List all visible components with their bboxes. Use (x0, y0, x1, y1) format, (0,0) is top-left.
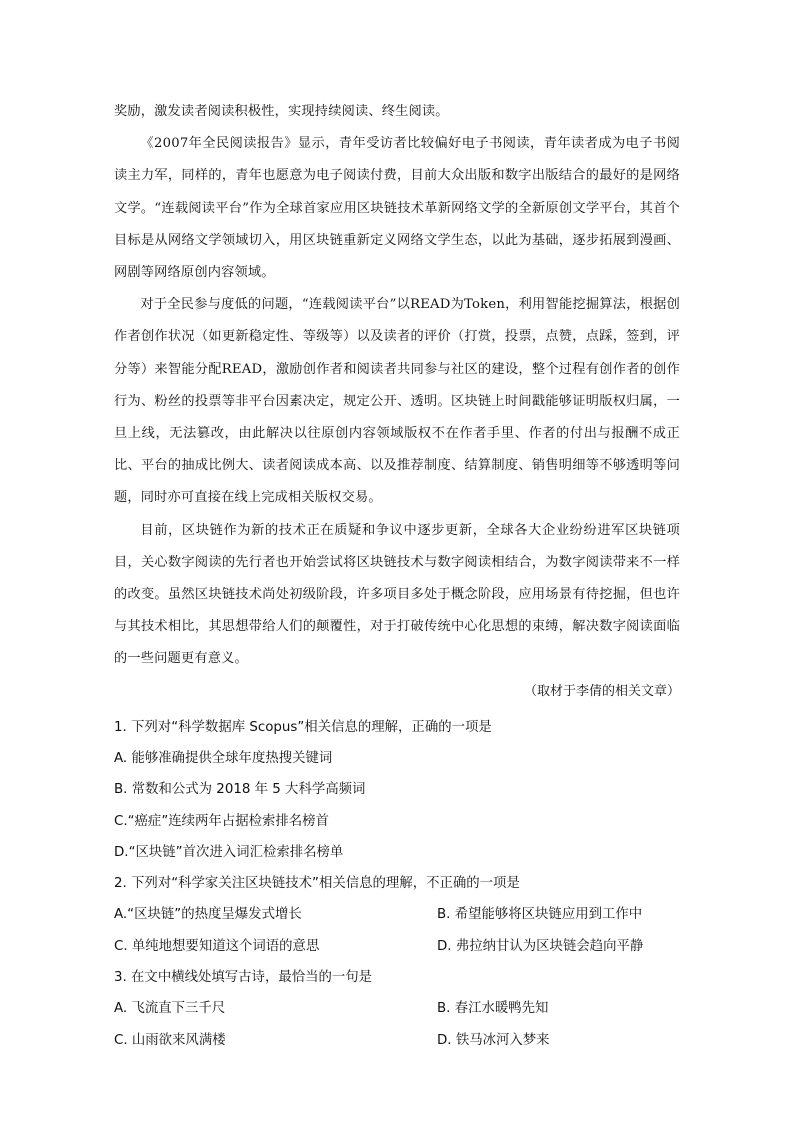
document-page (114, 96, 680, 1056)
option-d[interactable]: D.“区块链”首次进入词汇检索排名榜单 (114, 844, 344, 860)
option-a[interactable]: A. 能够准确提供全球年度热搜关键词 (114, 750, 333, 766)
option-b[interactable]: B. 希望能够将区块链应用到工作中 (437, 907, 643, 923)
option-row (114, 931, 680, 962)
passage-paragraph: 对于全民参与度低的问题，“连载阅读平台”以READ为Token，利用智能挖掘算法，根据创作者创作状况（如更新稳定性、等级等）以及读者的评价（打赏，投票，点赞，点踩，签到，评分等）来智能分配READ，激励创作者和阅读者共同参与社区的建设，整个过程有创作者的创作行为、粉丝的投票等非平台因素决定，规定公开、透明。区块链上时间戳能够证明版权归属，一旦上线，无法篡改，由此解决以往原创内容领域版权不在作者手里、作者的付出与报酬不成正比、平台的抽成比例大、读者阅读成本高、以及推荐制度、结算制度、销售明细等不够透明等问题，同时亦可直接在线上完成相关版权交易。 (114, 297, 680, 506)
option-a[interactable]: A.“区块链”的热度呈爆发式增长 (114, 907, 302, 923)
reading-passage (114, 96, 680, 706)
passage-source: （取材于李倩的相关文章） (523, 683, 680, 699)
question-list (114, 712, 680, 1056)
option-row (114, 1025, 680, 1056)
question-1 (114, 712, 680, 868)
question-stem: 2. 下列对“科学家关注区块链技术”相关信息的理解，不正确的一项是 (114, 876, 520, 892)
passage-paragraph: 《2007年全民阅读报告》显示，青年受访者比较偏好电子书阅读，青年读者成为电子书阅读主力军，同样的，青年也愿意为电子阅读付费，目前大众出版和数字出版结合的最好的是网络文学。“连载阅读平台”作为全球首家应用区块链技术革新网络文学的全新原创文学平台，其首个目标是从网络文学领域切入，用区块链重新定义网络文学生态，以此为基础，逐步拓展到漫画、网剧等网络原创内容领域。 (114, 136, 680, 281)
option-row (114, 899, 680, 930)
question-stem: 1. 下列对“科学数据库 Scopus”相关信息的理解，正确的一项是 (114, 719, 492, 735)
passage-paragraph: 目前，区块链作为新的技术正在质疑和争议中逐步更新，全球各大企业纷纷进军区块链项目，关心数字阅读的先行者也开始尝试将区块链技术与数字阅读相结合，为数字阅读带来不一样的改变。虽然区块链技术尚处初级阶段，许多项目多处于概念阶段，应用场景有待挖掘，但也许与其技术相比，其思想带给人们的颠覆性，对于打破传统中心化思想的束缚，解决数字阅读面临的一些问题更有意义。 (114, 522, 680, 667)
option-row (114, 993, 680, 1024)
option-a[interactable]: A. 飞流直下三千尺 (114, 1001, 226, 1017)
option-c[interactable]: C.“癌症”连续两年占据检索排名榜首 (114, 813, 329, 829)
option-b[interactable]: B. 常数和公式为 2018 年 5 大科学高频词 (114, 782, 366, 798)
question-2 (114, 868, 680, 962)
option-d[interactable]: D. 弗拉纳甘认为区块链会趋向平静 (437, 938, 644, 954)
option-c[interactable]: C. 单纯地想要知道这个词语的意思 (114, 938, 320, 954)
option-d[interactable]: D. 铁马冰河入梦来 (437, 1032, 550, 1048)
option-c[interactable]: C. 山雨欲来风满楼 (114, 1032, 226, 1048)
option-b[interactable]: B. 春江水暖鸭先知 (437, 1001, 549, 1017)
question-3 (114, 962, 680, 1056)
passage-paragraph: 奖励，激发读者阅读积极性，实现持续阅读、终生阅读。 (114, 104, 449, 119)
question-stem: 3. 在文中横线处填写古诗，最恰当的一句是 (114, 970, 373, 986)
